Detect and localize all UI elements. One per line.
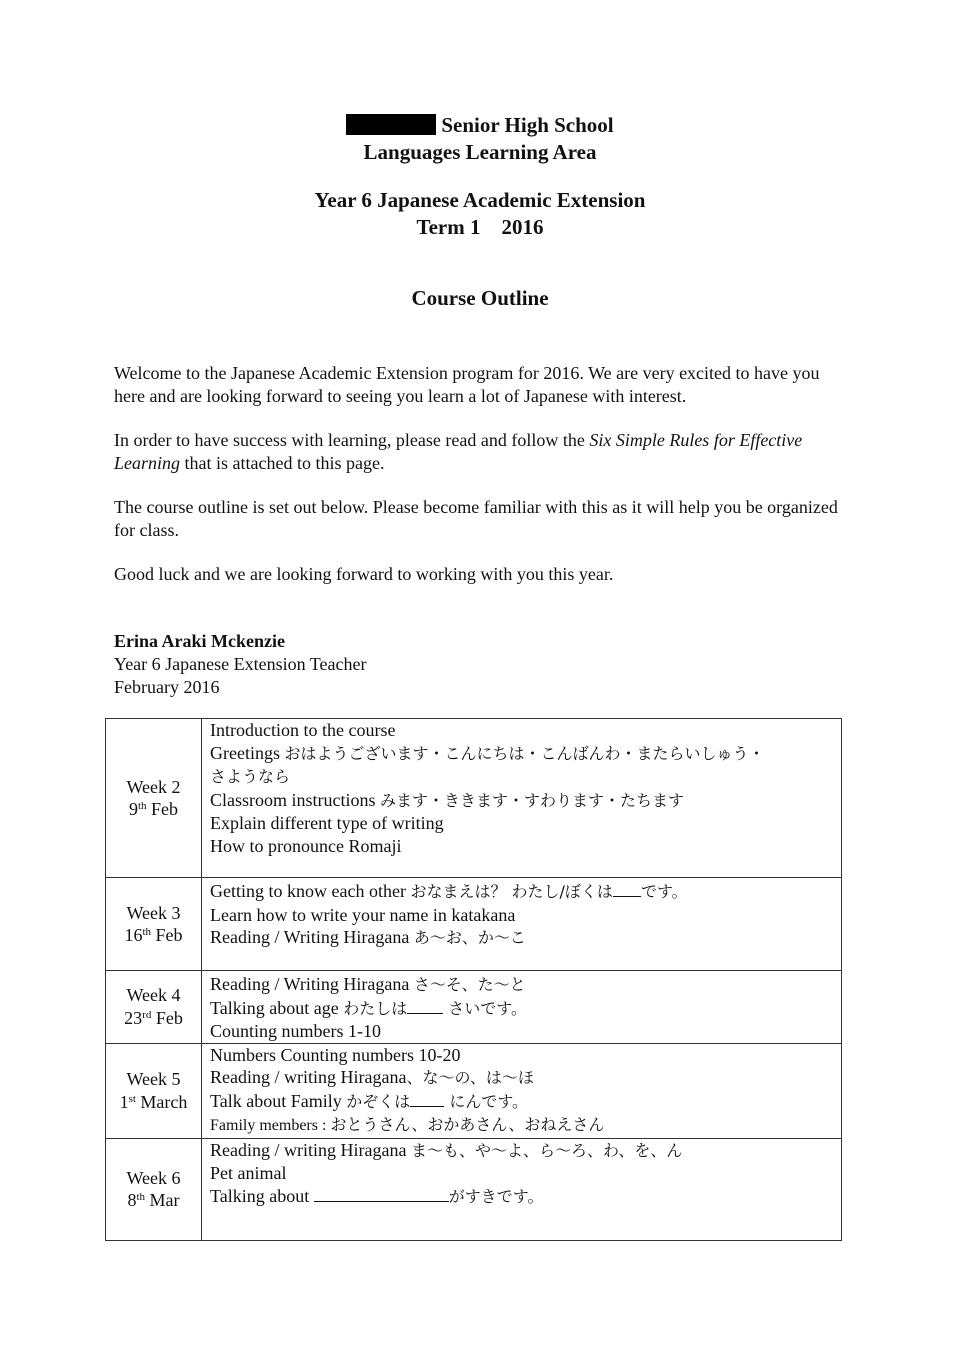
answer-blank	[410, 1092, 444, 1107]
content-line: Reading / Writing Hiragana さ〜そ、た〜と	[210, 974, 526, 994]
content-line: Explain different type of writing	[210, 813, 444, 833]
content-line: Classroom instructions みます・ききます・すわります・たちます	[210, 789, 685, 810]
content-line: Talk about Family かぞくは にんです。	[210, 1090, 529, 1111]
course-schedule-table	[105, 718, 842, 1241]
course-title: Year 6 Japanese Academic Extension	[314, 188, 646, 212]
week-label: Week 3	[126, 902, 181, 923]
content-line: Introduction to the course	[210, 720, 396, 740]
answer-blank	[613, 882, 641, 897]
rules-title: Six Simple Rules for Effective Learning	[114, 430, 803, 473]
redaction-block	[346, 114, 436, 135]
week-label: Week 2	[126, 776, 181, 797]
content-line: Counting numbers 1-10	[210, 1021, 381, 1041]
table-row	[106, 971, 842, 1044]
week-date: 9th Feb	[128, 799, 179, 819]
document-header	[0, 112, 960, 312]
learning-area: Languages Learning Area	[363, 140, 597, 164]
week-content	[202, 1043, 842, 1138]
week-label: Week 6	[126, 1167, 181, 1188]
week-cell	[106, 1138, 202, 1240]
week-cell	[106, 719, 202, 878]
content-line: Greetings おはようございます・こんにちは・こんばんわ・またらいしゅう・	[210, 742, 765, 763]
week-content	[202, 1138, 842, 1240]
intro-text	[114, 362, 854, 607]
course-outline-heading: Course Outline	[411, 286, 549, 310]
content-line: Reading / Writing Hiragana あ〜お、か〜こ	[210, 927, 526, 947]
week-content	[202, 971, 842, 1044]
week-date: 8th Mar	[127, 1190, 180, 1210]
school-title	[0, 112, 960, 139]
intro-paragraph-2: In order to have success with learning, please read and follow the Six Simple Rules for Effective Learning that is attached to this page.	[114, 430, 803, 473]
week-label: Week 4	[126, 985, 181, 1006]
content-line: How to pronounce Romaji	[210, 835, 402, 856]
content-line: Reading / writing Hiragana ま〜も、や〜よ、ら〜ろ、わ、を、ん	[210, 1139, 683, 1160]
content-line: Numbers Counting numbers 10-20	[210, 1044, 461, 1065]
table-row	[106, 719, 842, 878]
intro-paragraph-4: Good luck and we are looking forward to working with you this year.	[114, 564, 614, 584]
content-line: Getting to know each other おなまえは？ わたし/ぼくは です。	[210, 881, 688, 901]
week-date: 1st March	[119, 1091, 188, 1112]
week-date: 16th Feb	[124, 925, 183, 945]
table-row	[106, 1043, 842, 1138]
signature-block	[114, 630, 367, 699]
intro-paragraph-1: Welcome to the Japanese Academic Extension program for 2016. We are very excited to have you here and are looking forward to seeing you learn a lot of Japanese with interest.	[114, 363, 820, 406]
intro-paragraph-3: The course outline is set out below. Please become familiar with this as it will help you be organized for class.	[114, 497, 838, 540]
content-line: Learn how to write your name in katakana	[210, 904, 516, 925]
school-name: Senior High School	[441, 113, 614, 137]
week-content	[202, 719, 842, 878]
content-line: Reading / writing Hiragana、な〜の、は〜ほ	[210, 1067, 534, 1087]
content-line: Pet animal	[210, 1163, 287, 1183]
term-label: Term 1 2016	[416, 215, 544, 239]
content-line: さようなら	[210, 767, 291, 786]
week-cell	[106, 971, 202, 1044]
table-row	[106, 1138, 842, 1240]
week-date: 23rd Feb	[124, 1007, 183, 1028]
table-row	[106, 878, 842, 971]
answer-blank	[314, 1187, 449, 1202]
week-cell	[106, 1043, 202, 1138]
week-cell	[106, 878, 202, 971]
week-content	[202, 878, 842, 971]
signature-date: February 2016	[114, 677, 220, 697]
week-label: Week 5	[126, 1069, 181, 1089]
teacher-name: Erina Araki Mckenzie	[114, 631, 285, 651]
content-line: Family members : おとうさん、おかあさん、おねえさん	[210, 1115, 605, 1134]
content-line: Talking about がすきです。	[210, 1185, 544, 1206]
answer-blank	[407, 999, 443, 1014]
content-line: Talking about age わたしは さいです。	[210, 997, 528, 1018]
teacher-role: Year 6 Japanese Extension Teacher	[114, 654, 367, 674]
